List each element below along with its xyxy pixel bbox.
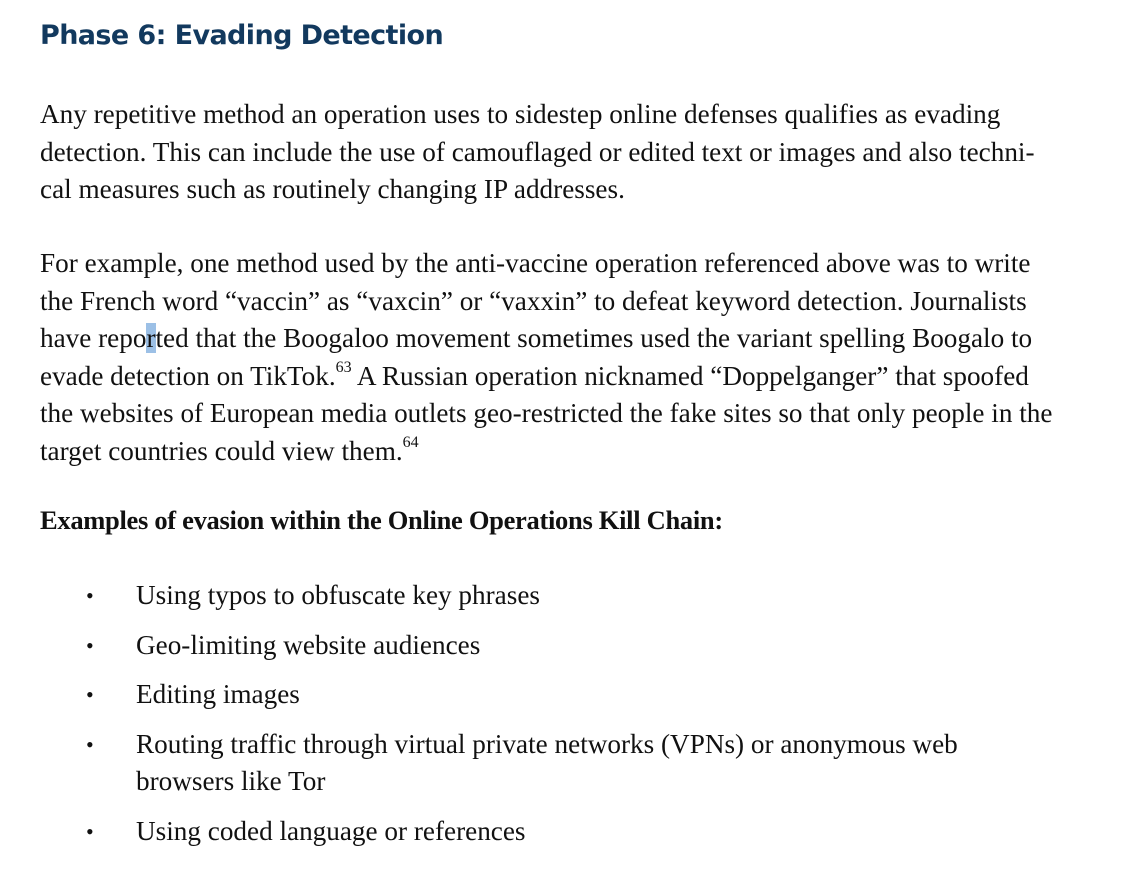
list-item	[40, 627, 1036, 665]
evasion-examples-list	[40, 577, 1036, 862]
text-selection-highlight[interactable]: r	[146, 323, 156, 353]
text-segment: have repo	[40, 323, 147, 353]
text-line: cal measures such as routinely changing IP addresses.	[40, 174, 625, 204]
text-line: the websites of European media outlets geo-restricted the fake sites so that only people in the	[40, 398, 1053, 428]
list-item	[40, 726, 1036, 801]
text-line	[40, 358, 1105, 396]
text-segment: evade detection on TikTok.	[40, 360, 336, 391]
list-item	[40, 676, 1036, 714]
list-item-text: Geo-limiting website audiences	[136, 629, 481, 660]
examples-subheading: Examples of evasion within the Online Operations Kill Chain:	[40, 505, 723, 535]
paragraph-evading-detection-definition	[40, 96, 1105, 209]
text-line: detection. This can include the use of camouflaged or edited text or images and also techni-	[40, 136, 1035, 167]
text-line	[40, 320, 1105, 358]
bullet-icon: •	[86, 682, 94, 707]
list-item-text: Editing images	[136, 679, 300, 709]
text-segment: target countries could view them.	[40, 435, 403, 466]
section-heading: Phase 6: Evading Detection	[40, 20, 444, 51]
list-item	[40, 813, 1036, 851]
list-item-text: browsers like Tor	[136, 766, 326, 796]
paragraph-evasion-examples	[40, 245, 1105, 470]
footnote-reference-63[interactable]: 63	[335, 359, 352, 377]
list-item-text: Routing traffic through virtual private networks (VPNs) or anonymous web	[136, 728, 958, 759]
text-line	[40, 433, 1105, 471]
text-segment: A Russian operation nicknamed “Doppelganger” that spoofed	[351, 360, 1029, 391]
list-item-text: Using coded language or references	[136, 815, 526, 846]
list-item-text: Using typos to obfuscate key phrases	[136, 580, 540, 610]
footnote-reference-64[interactable]: 64	[402, 434, 419, 452]
text-line: the French word “vaccin” as “vaxcin” or “vaxxin” to defeat keyword detection. Journalists	[40, 285, 1027, 316]
bullet-icon: •	[86, 818, 94, 844]
text-segment: ted that the Boogaloo movement sometimes used the variant spelling Boogalo to	[155, 323, 1033, 353]
text-line: For example, one method used by the anti-vaccine operation referenced above was to write	[40, 248, 1031, 278]
bullet-icon: •	[86, 632, 94, 658]
list-item	[40, 577, 1036, 615]
bullet-icon: •	[86, 583, 94, 608]
text-line: Any repetitive method an operation uses to sidestep online defenses qualifies as evading	[40, 99, 1001, 129]
bullet-icon: •	[86, 731, 94, 757]
